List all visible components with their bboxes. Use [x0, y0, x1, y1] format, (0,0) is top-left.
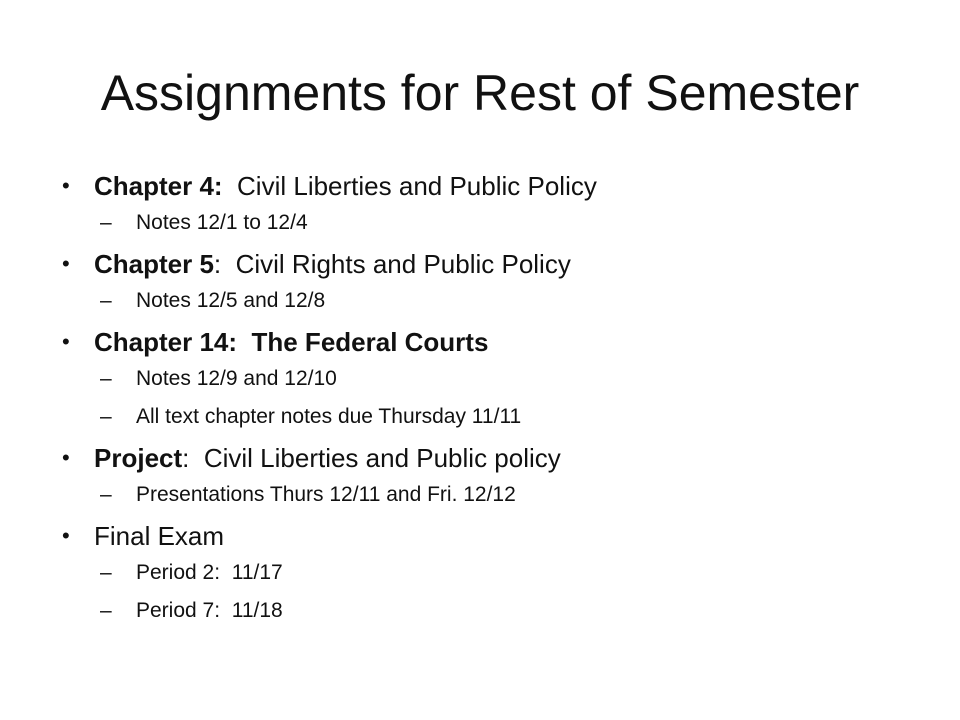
bullet-text: : Civil Rights and Public Policy — [213, 249, 571, 279]
sub-item — [60, 596, 920, 634]
sub-item — [60, 402, 920, 440]
bullet-icon: • — [62, 251, 70, 276]
bullet-bold-text: Project — [94, 443, 183, 473]
bullet-text: : Civil Liberties and Public policy — [182, 443, 561, 473]
sub-item-text: Period 7: 11/18 — [136, 599, 283, 622]
bullet-text: Final Exam — [94, 521, 225, 551]
sub-item-text: Notes 12/9 and 12/10 — [136, 367, 337, 390]
dash-icon: – — [100, 211, 112, 234]
bullet-bold-text: Chapter 5 — [94, 249, 214, 279]
dash-icon: – — [100, 289, 112, 312]
sub-item — [60, 364, 920, 402]
sub-item-text: Presentations Thurs 12/11 and Fri. 12/12 — [136, 483, 516, 506]
bullet-icon: • — [62, 523, 70, 548]
sub-item-text: Notes 12/5 and 12/8 — [136, 289, 326, 312]
bullet-item-chapter-5 — [60, 246, 920, 286]
bullet-item-chapter-14 — [60, 324, 920, 364]
bullet-bold-text: Chapter 14: The Federal Courts — [94, 327, 489, 357]
bullet-list — [60, 168, 920, 634]
slide-title: Assignments for Rest of Semester — [100, 65, 860, 121]
bullet-icon: • — [62, 445, 70, 470]
dash-icon: – — [100, 561, 112, 584]
sub-item — [60, 208, 920, 246]
bullet-bold-text: Chapter 4: — [94, 171, 223, 201]
dash-icon: – — [100, 599, 112, 622]
sub-item-text: Notes 12/1 to 12/4 — [136, 211, 308, 234]
dash-icon: – — [100, 405, 112, 428]
sub-item-text: All text chapter notes due Thursday 11/11 — [136, 405, 522, 428]
bullet-icon: • — [62, 173, 70, 198]
sub-item — [60, 286, 920, 324]
sub-item — [60, 480, 920, 518]
dash-icon: – — [100, 483, 112, 506]
bullet-text: Civil Liberties and Public Policy — [222, 171, 597, 201]
bullet-item-final-exam — [60, 518, 920, 558]
bullet-item-project — [60, 440, 920, 480]
bullet-item-chapter-4 — [60, 168, 920, 208]
dash-icon: – — [100, 367, 112, 390]
sub-item-text: Period 2: 11/17 — [136, 561, 283, 584]
sub-item — [60, 558, 920, 596]
bullet-icon: • — [62, 329, 70, 354]
